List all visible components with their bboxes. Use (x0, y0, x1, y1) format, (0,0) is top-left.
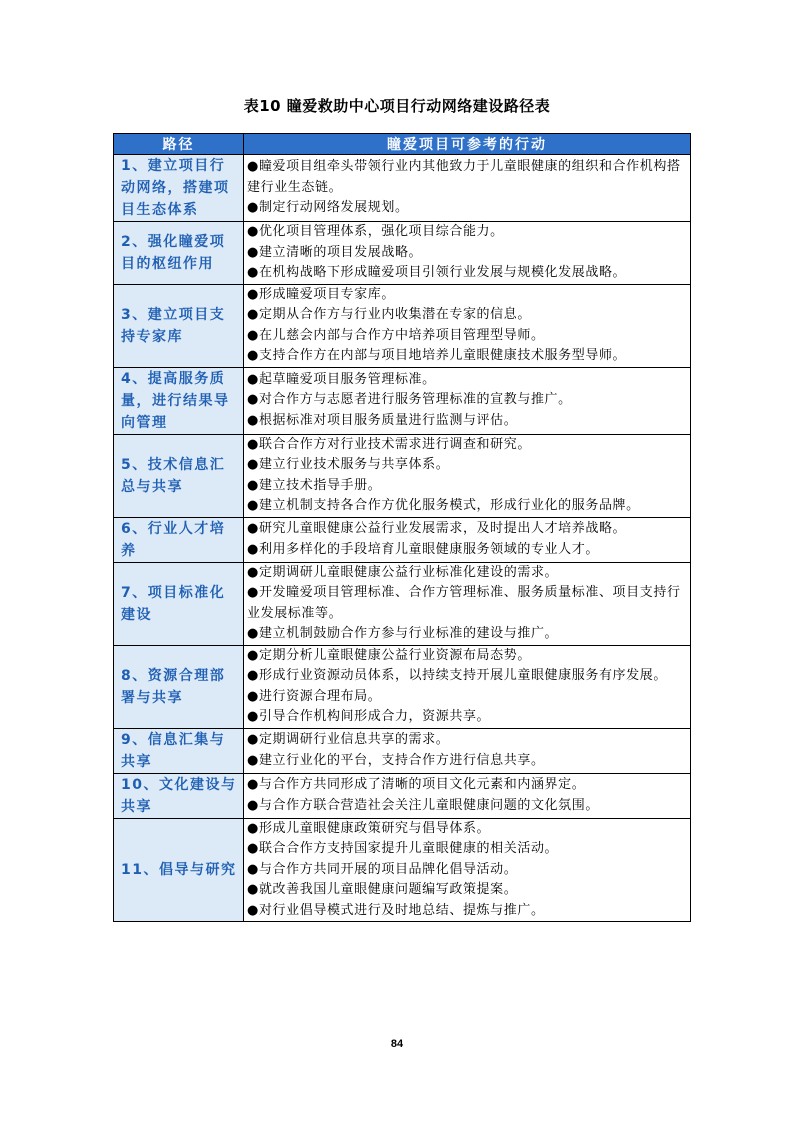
action-item: ●起草瞳爱项目服务管理标准。 (247, 371, 436, 387)
roadmap-table (113, 133, 691, 922)
table-row (114, 367, 691, 434)
action-item: ●定期调研儿童眼健康公益行业标准化建设的需求。 (247, 564, 559, 580)
action-item: ●就改善我国儿童眼健康问题编写政策提案。 (247, 882, 518, 897)
action-item: ●建立行业化的平台，支持合作方进行信息共享。 (247, 752, 545, 768)
action-item: ●利用多样化的手段培育儿童眼健康服务领域的专业人才。 (247, 541, 599, 557)
path-cell: 7、项目标准化建设 (114, 562, 244, 645)
table-row (114, 517, 691, 562)
action-item: ●优化项目管理体系，强化项目综合能力。 (247, 224, 504, 239)
actions-cell (244, 517, 691, 562)
table-header-row (114, 134, 691, 155)
path-cell: 10、文化建设与共享 (114, 773, 244, 818)
action-item: ●建立技术指导手册。 (247, 477, 382, 493)
action-item: ●建立行业技术服务与共享体系。 (247, 457, 450, 472)
action-item: ●定期分析儿童眼健康公益行业资源布局态势。 (247, 647, 531, 663)
actions-cell (244, 773, 691, 818)
action-item: ●在机构战略下形成瞳爱项目引领行业发展与规模化发展战略。 (247, 265, 627, 280)
actions-cell (244, 818, 691, 922)
path-cell: 1、建立项目行动网络，搭建项目生态体系 (114, 155, 244, 222)
action-item: ●建立机制支持各合作方优化服务模式，形成行业化的服务品牌。 (247, 498, 640, 513)
header-actions: 瞳爱项目可参考的行动 (244, 134, 691, 155)
action-item: ●形成行业资源动员体系，以持续支持开展儿童眼健康服务有序发展。 (247, 668, 667, 683)
path-cell: 5、技术信息汇总与共享 (114, 434, 244, 517)
action-item: ●制定行动网络发展规划。 (247, 200, 409, 216)
action-item: ●根据标准对项目服务质量进行监测与评估。 (247, 412, 518, 428)
table-row (114, 562, 691, 645)
action-item: ●进行资源合理布局。 (247, 688, 382, 704)
action-item: ●定期从合作方与行业内收集潜在专家的信息。 (247, 307, 531, 322)
action-item: ●在儿慈会内部与合作方中培养项目管理型导师。 (247, 327, 545, 343)
action-item: ●形成瞳爱项目专家库。 (247, 286, 395, 302)
table-row (114, 818, 691, 922)
action-item: ●对行业倡导模式进行及时地总结、提炼与推广。 (247, 902, 545, 918)
actions-cell (244, 284, 691, 367)
action-item: ●与合作方共同开展的项目品牌化倡导活动。 (247, 861, 518, 877)
path-cell: 3、建立项目支持专家库 (114, 284, 244, 367)
table-row (114, 728, 691, 773)
actions-cell (244, 222, 691, 285)
action-item: ●引导合作机构间形成合力，资源共享。 (247, 709, 491, 724)
action-item: ●对合作方与志愿者进行服务管理标准的宣教与推广。 (247, 392, 572, 408)
table-row (114, 434, 691, 517)
action-item: ●瞳爱项目组牵头带领行业内其他致力于儿童眼健康的组织和合作机构搭建行业生态链。 (247, 159, 681, 195)
table-row (114, 773, 691, 818)
action-item: ●联合合作方支持国家提升儿童眼健康的相关活动。 (247, 841, 559, 856)
path-cell: 6、行业人才培养 (114, 517, 244, 562)
header-path: 路径 (114, 134, 244, 155)
table-title: 表10 瞳爱救助中心项目行动网络建设路径表 (243, 97, 551, 115)
action-item: ●与合作方共同形成了清晰的项目文化元素和内涵界定。 (247, 777, 586, 792)
actions-cell (244, 155, 691, 222)
action-item: ●建立机制鼓励合作方参与行业标准的建设与推广。 (247, 626, 559, 641)
table-row (114, 284, 691, 367)
table-row (114, 645, 691, 728)
actions-cell (244, 367, 691, 434)
action-item: ●开发瞳爱项目管理标准、合作方管理标准、服务质量标准、项目支持行业发展标准等。 (247, 585, 681, 621)
action-item: ●建立清晰的项目发展战略。 (247, 244, 423, 260)
table-row (114, 155, 691, 222)
path-cell: 2、强化瞳爱项目的枢纽作用 (114, 222, 244, 285)
actions-cell (244, 645, 691, 728)
path-cell: 8、资源合理部署与共享 (114, 645, 244, 728)
path-cell: 11、倡导与研究 (114, 818, 244, 922)
table-row (114, 222, 691, 285)
table-body (114, 155, 691, 922)
actions-cell (244, 562, 691, 645)
actions-cell (244, 728, 691, 773)
path-cell: 4、提高服务质量，进行结果导向管理 (114, 367, 244, 434)
actions-cell (244, 434, 691, 517)
action-item: ●定期调研行业信息共享的需求。 (247, 732, 450, 747)
action-item: ●联合合作方对行业技术需求进行调查和研究。 (247, 436, 531, 452)
action-item: ●研究儿童眼健康公益行业发展需求，及时提出人才培养战略。 (247, 521, 627, 536)
action-item: ●形成儿童眼健康政策研究与倡导体系。 (247, 820, 491, 836)
action-item: ●与合作方联合营造社会关注儿童眼健康问题的文化氛围。 (247, 797, 599, 813)
action-item: ●支持合作方在内部与项目地培养儿童眼健康技术服务型导师。 (247, 348, 627, 363)
page-number: 84 (390, 1038, 404, 1050)
path-cell: 9、信息汇集与共享 (114, 728, 244, 773)
